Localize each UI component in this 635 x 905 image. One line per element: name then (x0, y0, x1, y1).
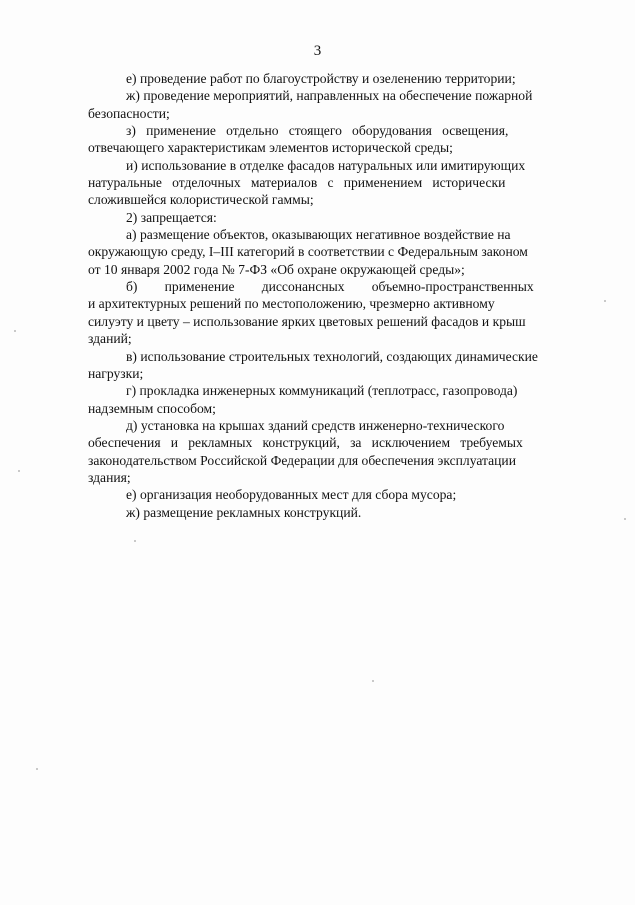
paragraph-item-zh-advertising (88, 504, 588, 521)
scan-speck (36, 768, 38, 770)
paragraph-item-g-utilities (88, 382, 588, 417)
paragraph-item-i-facade-materials (88, 157, 588, 209)
scan-speck (14, 330, 16, 332)
text-line: ж) размещение рекламных конструкций. (126, 504, 362, 520)
text-line: б) применение диссонансных объемно-пространственных (126, 279, 534, 295)
text-line: окружающую среду, I–III категорий в соответствии с Федеральным законом (88, 244, 528, 260)
paragraph-item-e-waste-sites (88, 486, 588, 503)
text-line: з) применение отдельно стоящего оборудования освещения, (126, 123, 509, 139)
paragraph-item-e-landscaping (88, 70, 588, 87)
text-line-content: ж) проведение мероприятий, направленных на обеспечение пожарной (126, 88, 533, 104)
text-line: зданий; (88, 331, 132, 347)
text-line: безопасности; (88, 105, 170, 121)
scan-speck (134, 540, 136, 542)
paragraph-item-zh-fire-safety (88, 87, 588, 122)
text-line: нагрузки; (88, 365, 144, 381)
page-number: 3 (313, 43, 322, 59)
text-line: д) установка на крышах зданий средств инженерно-технического (126, 417, 505, 433)
scan-speck (624, 518, 626, 520)
text-line: обеспечения и рекламных конструкций, за исключением требуемых (88, 435, 523, 451)
paragraph-item-a-negative-impact (88, 226, 588, 278)
text-line: и) использование в отделке фасадов натуральных или имитирующих (126, 157, 526, 173)
text-line: г) прокладка инженерных коммуникаций (теплотрасс, газопровода) (126, 383, 518, 399)
document-body (88, 70, 588, 521)
text-line: сложившейся колористической гаммы; (88, 192, 314, 208)
text-line: е) проведение работ по благоустройству и озеленению территории; (126, 71, 516, 86)
text-line: натуральные отделочных материалов с применением исторически (88, 175, 506, 191)
text-line: надземным способом; (88, 400, 216, 416)
text-line: от 10 января 2002 года № 7-ФЗ «Об охране окружающей среды»; (88, 261, 465, 277)
text-line: в) использование строительных технологий, создающих динамические (126, 348, 538, 364)
paragraph-item-z-lighting (88, 122, 588, 157)
text-line: и архитектурных решений по местоположению, чрезмерно активному (88, 296, 495, 312)
text-line: 2) запрещается: (126, 209, 217, 225)
text-line: а) размещение объектов, оказывающих негативное воздействие на (126, 227, 511, 243)
paragraph-item-b-dissonant-solutions (88, 278, 588, 347)
text-line: отвечающего характеристикам элементов исторической среды; (88, 140, 453, 156)
text-line (88, 87, 588, 104)
section-heading-prohibited (88, 209, 588, 226)
scan-speck (604, 300, 606, 302)
text-line: е) организация необорудованных мест для сбора мусора; (126, 487, 457, 503)
scan-speck (372, 680, 374, 682)
text-line: здания; (88, 469, 131, 485)
paragraph-item-d-roof-installations (88, 417, 588, 486)
scan-speck (18, 470, 20, 472)
paragraph-item-v-dynamic-loads (88, 348, 588, 383)
text-line: законодательством Российской Федерации для обеспечения эксплуатации (88, 452, 516, 468)
text-line: силуэту и цвету – использование ярких цветовых решений фасадов и крыш (88, 313, 526, 329)
